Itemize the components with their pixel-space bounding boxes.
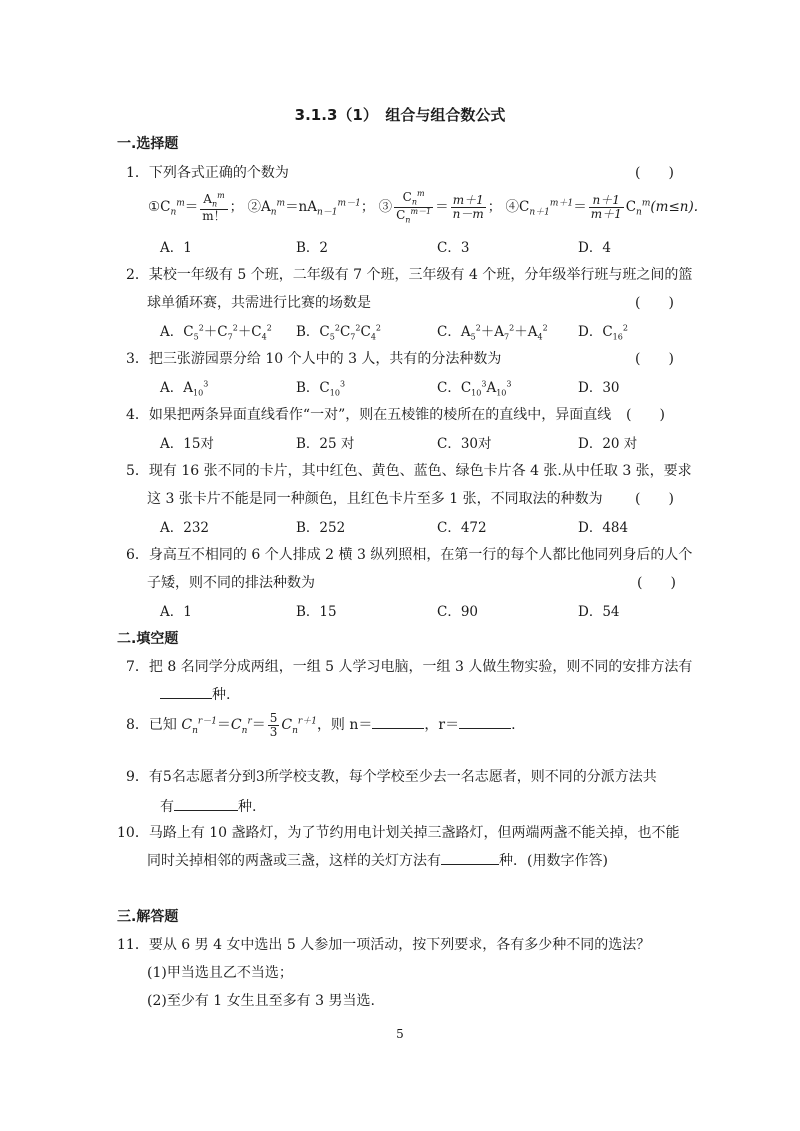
question-4-option-c: C．30对 [437,436,492,452]
question-2-option-d: D．$C_{16}^2$ [578,323,628,342]
question-5-option-a: A．232 [160,520,210,536]
question-4-answer-paren: ( ) [626,407,665,423]
question-11-part-1: (1)甲当选且乙不当选； [147,965,293,981]
question-6-option-a: A．1 [160,604,192,620]
question-10-answer-blank [441,850,499,865]
question-8-n-blank [372,714,424,729]
question-6-line-1: 6．身高互不相同的 6 个人排成 2 横 3 纵列照相，在第一行的每个人都比他同列身后的人个 [126,547,693,563]
question-10-line-1: 10．马路上有 10 盏路灯，为了节约用电计划关掉三盏路灯，但两端两盏不能关掉，也不能 [117,825,680,841]
question-3-option-c: C．$C_{10}^3A_{10}^3$ [437,379,512,398]
question-6-option-d: D．54 [578,604,620,620]
question-3-answer-paren: ( ) [635,351,674,367]
question-3-option-a: A．$A_{10}^3$ [160,379,209,398]
question-11-part-2: (2)至少有 1 女生且至多有 3 男当选. [147,993,375,1009]
page-title: 3.1.3（1） 组合与组合数公式 [294,106,506,124]
question-5-line-1: 5．现有 16 张不同的卡片，其中红色、黄色、蓝色、绿色卡片各 4 张.从中任取 3 张，要求 [126,463,692,479]
formula-1-symbol: ①C [148,198,171,215]
page-number: 5 [396,1027,404,1041]
question-1-option-b: B．2 [296,240,329,256]
question-5-option-d: D．484 [578,520,629,536]
question-7-answer-blank [160,684,212,699]
formula-3-rhs-fraction: $\frac{m+1}{n-m}$ [452,193,484,221]
question-1-stem: 1．下列各式正确的个数为 [126,165,289,181]
formula-3-lhs-fraction: $\frac{C_n^m}{C_n^{m-1}}$ [396,189,432,225]
formula-1-fraction: $\frac{A_n^m}{m!}$ [202,191,226,223]
question-8-r-blank [459,714,511,729]
question-1-option-c: C．3 [437,240,470,256]
formula-4-rhs-fraction: $\frac{n+1}{m+1}$ [590,193,622,221]
question-1-answer-paren: ( ) [635,165,674,181]
question-1-option-a: A．1 [160,240,192,256]
question-8-line: 8．已知 $C_n^{r-1}=C_n^r=$ $\frac{5}{3}$ $C_n^{r+1}$，则 n＝ ，r＝ . [126,711,516,739]
question-5-answer-paren: ( ) [635,491,674,507]
question-2-option-a: A．$C_5^2+C_7^2+C_4^2$ [160,323,272,342]
question-6-answer-paren: ( ) [637,575,676,591]
question-10-line-2: 同时关掉相邻的两盏或三盏，这样的关灯方法有 种．(用数字作答) [147,850,608,870]
question-9-answer-blank [174,796,238,811]
question-2-answer-paren: ( ) [635,295,674,311]
question-4-option-b: B．25 对 [296,436,355,452]
formula-3-symbol: ③ [378,198,393,215]
section-heading-fill: 二.填空题 [117,631,179,647]
question-3-option-b: B．$C_{10}^3$ [296,379,346,398]
question-2-line-1: 2．某校一年级有 5 个班，二年级有 7 个班，三年级有 4 个班，分年级举行班与班之间的篮 [126,267,693,283]
question-1-formulas: $①C_n^m=$ $\frac{A_n^m}{m!}$ ； $②A_n^m=nA_{n-1}^{m-1}$； ③ $\frac{C_n^m}{C_n^{m-1}}$ ＝ $\frac{m+1}{n-m}$ ； $④C_{n+1}^{m+1}=$ $\frac{n+1}{m+1}$ $C_n^m(m\le n)$. [148,189,699,225]
question-6-line-2: 子矮，则不同的排法种数为 [147,575,315,591]
question-4-line-1: 4．如果把两条异面直线看作“一对”，则在五棱锥的棱所在的直线中，异面直线 [126,407,612,423]
question-5-option-b: B．252 [296,520,346,536]
question-7-line-2: 种. [160,684,230,704]
question-7-line-1: 7．把 8 名同学分成两组，一组 5 人学习电脑，一组 3 人做生物实验，则不同的安排方法有 [126,659,693,675]
question-4-option-a: A．15对 [160,436,214,452]
question-9-line-2: 有 种. [160,796,256,816]
section-heading-choice: 一.选择题 [117,136,179,152]
question-3-option-d: D．30 [578,380,620,396]
question-2-line-2: 球单循环赛，共需进行比赛的场数是 [147,295,371,311]
question-6-option-c: C．90 [437,604,479,620]
question-2-option-c: C．$A_5^2+A_7^2+A_4^2$ [437,323,548,342]
question-5-line-2: 这 3 张卡片不能是同一种颜色，且红色卡片至多 1 张，不同取法的种数为 [147,491,603,507]
question-5-option-c: C．472 [437,520,487,536]
question-4-option-d: D．20 对 [578,436,638,452]
formula-4-symbol: ④C [505,198,530,215]
question-8-fraction: $\frac{5}{3}$ [269,711,278,739]
question-6-option-b: B．15 [296,604,337,620]
question-1-option-d: D．4 [578,240,611,256]
question-11-line-1: 11．要从 6 男 4 女中选出 5 人参加一项活动，按下列要求，各有多少种不同的选法？ [117,937,651,953]
question-2-option-b: B．$C_5^2C_7^2C_4^2$ [296,323,381,342]
formula-2-symbol: ②A [247,198,271,215]
question-9-line-1: 9．有5名志愿者分到3所学校支教，每个学校至少去一名志愿者，则不同的分派方法共 [126,769,657,785]
question-3-line-1: 3．把三张游园票分给 10 个人中的 3 人，共有的分法种数为 [126,351,502,367]
section-heading-answer: 三.解答题 [117,909,179,925]
